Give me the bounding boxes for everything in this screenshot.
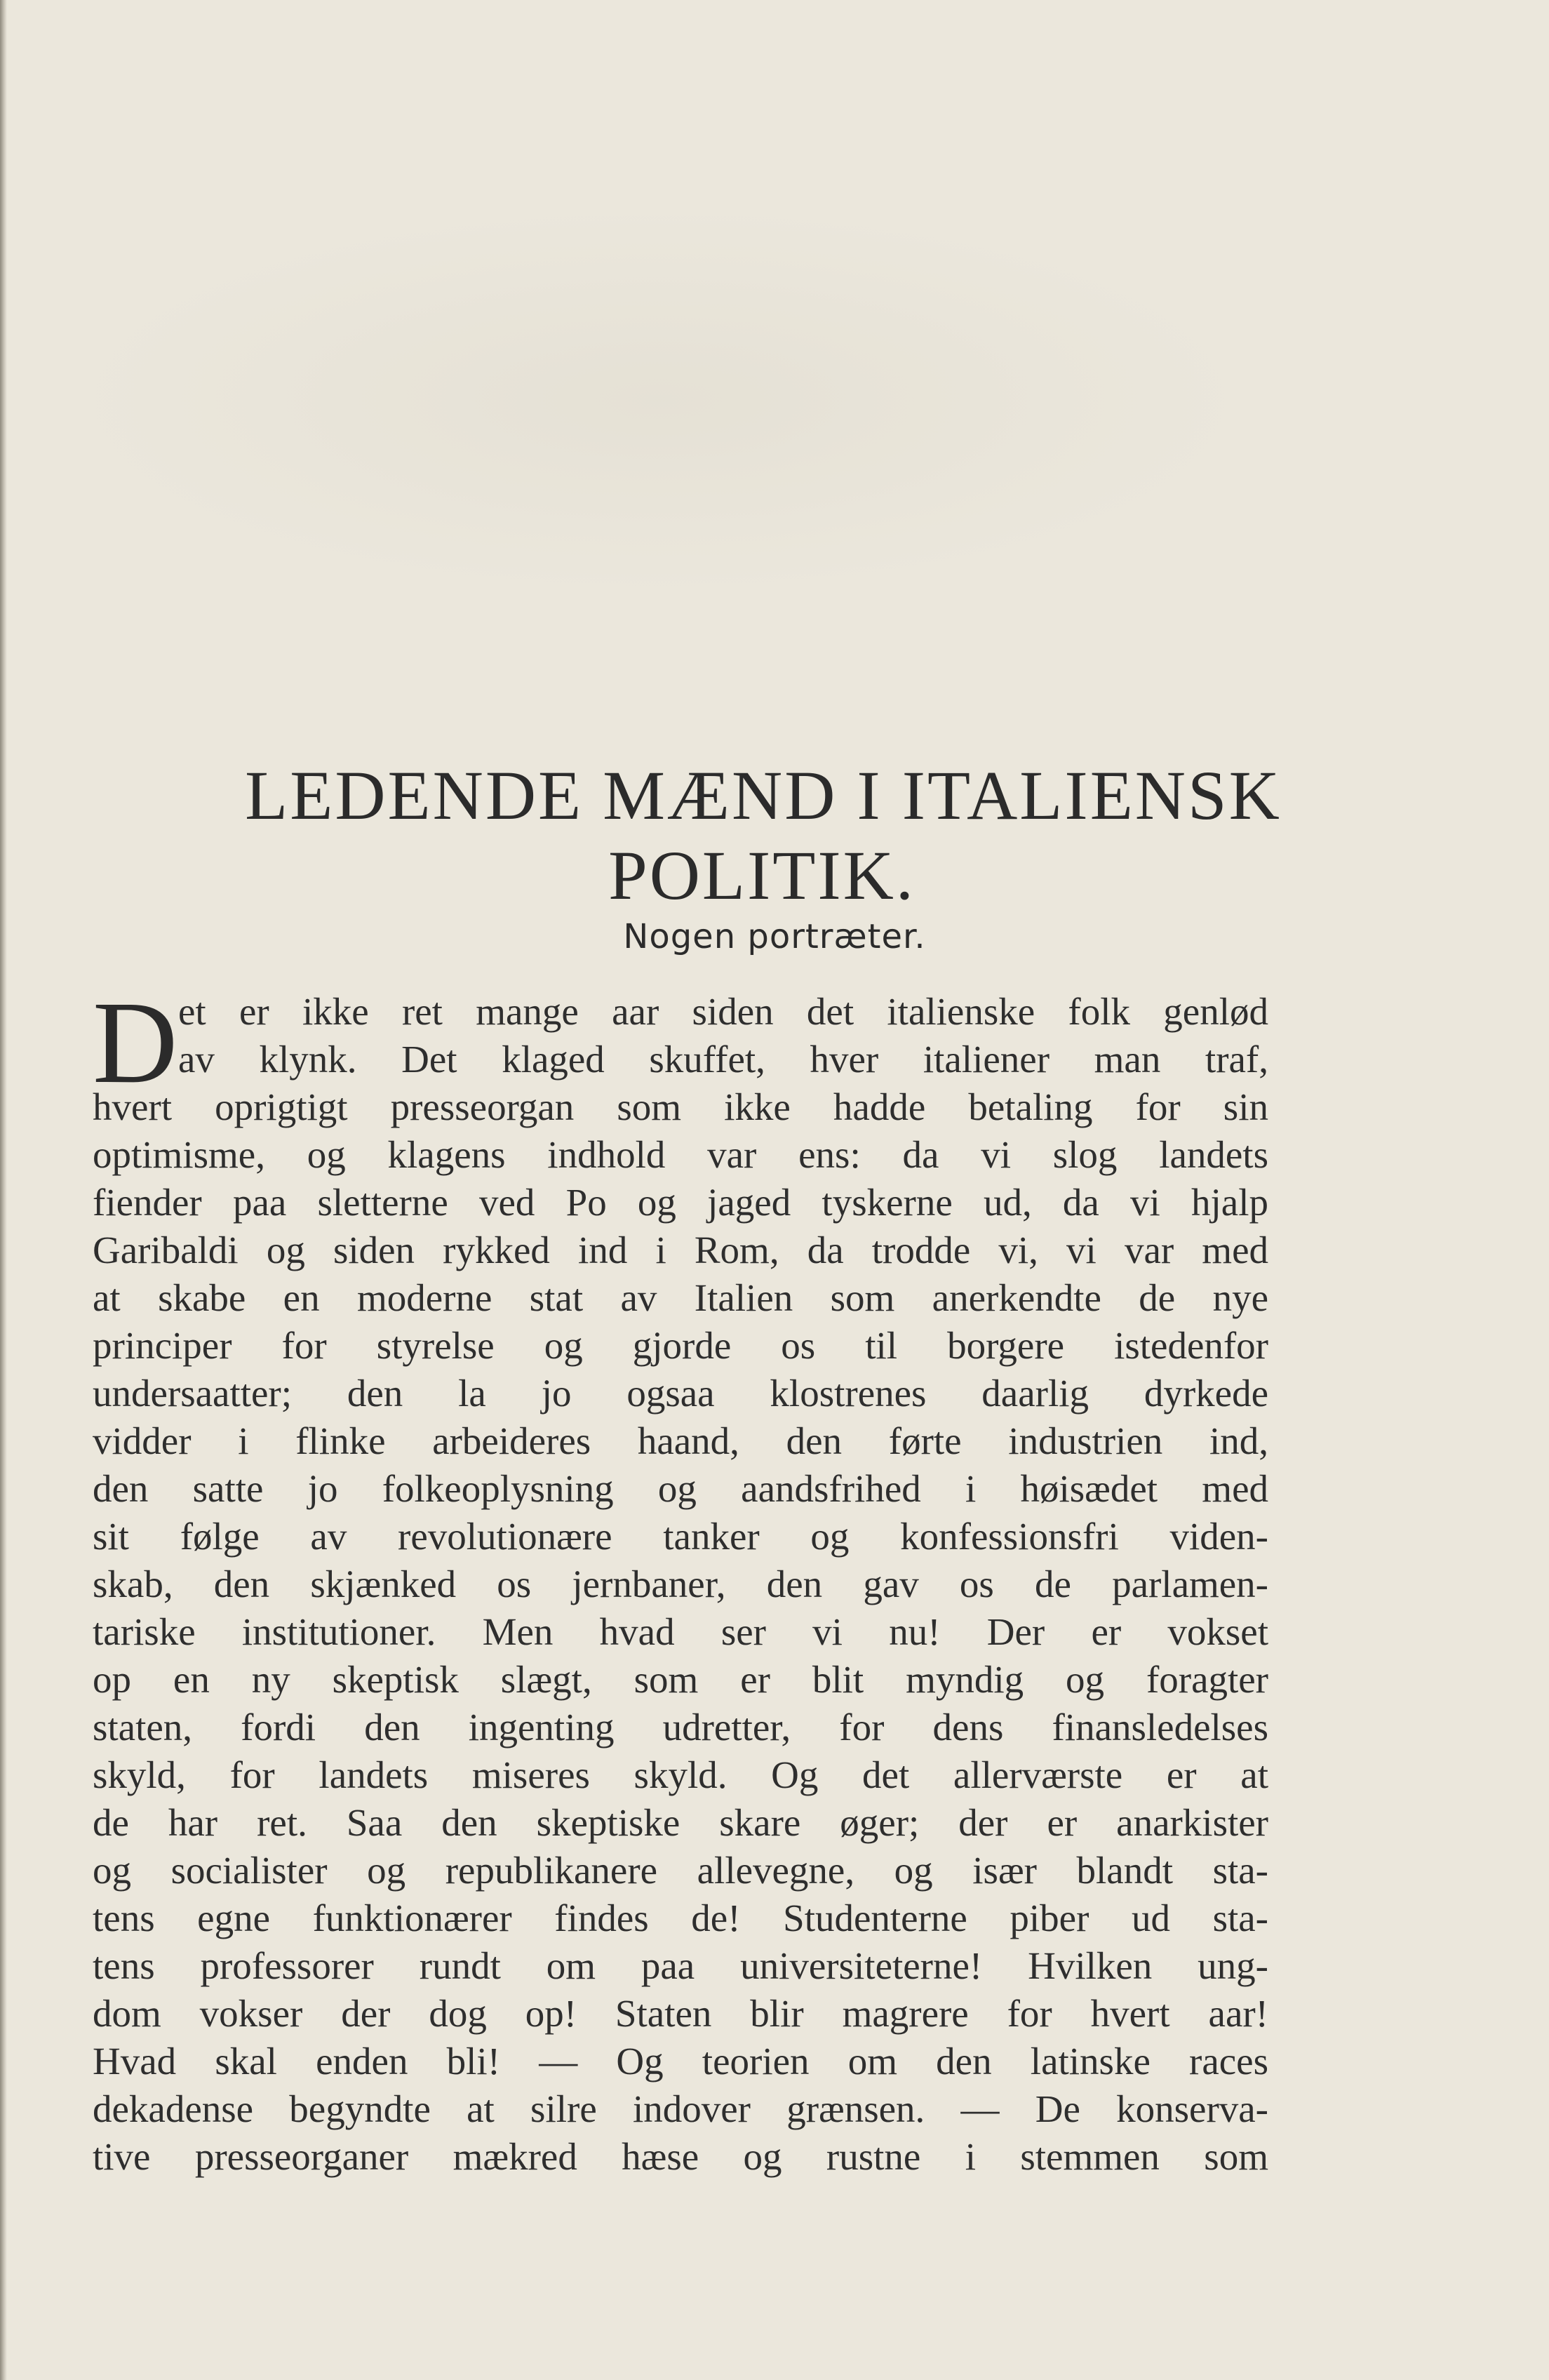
- body-line: dekadense begyndte at silre indover grænsen. — De konserva-: [93, 2087, 1268, 2130]
- body-text: [93, 1083, 1268, 2181]
- article-title-line-2: POLITIK.: [608, 836, 916, 914]
- body-line: principer for styrelse og gjorde os til borgere istedenfor: [93, 1324, 1268, 1367]
- body-line: at skabe en moderne stat av Italien som anerkendte de nye: [93, 1276, 1268, 1319]
- body-line: tens egne funktionærer findes de! Studenterne piber ud sta-: [93, 1897, 1268, 1939]
- show-through-shadow: [63, 203, 1256, 596]
- body-line: Garibaldi og siden rykked ind i Rom, da trodde vi, vi var med: [93, 1229, 1268, 1271]
- page-binding-edge: [0, 0, 7, 2380]
- body-line: dom vokser der dog op! Staten blir magrere for hvert aar!: [93, 1992, 1268, 2035]
- body-line: hvert oprigtigt presseorgan som ikke hadde betaling for sin: [93, 1085, 1268, 1128]
- body-line: fiender paa sletterne ved Po og jaged tyskerne ud, da vi hjalp: [93, 1181, 1268, 1224]
- body-line: og socialister og republikanere allevegne, og især blandt sta-: [93, 1849, 1268, 1892]
- body-line: et er ikke ret mange aar siden det italienske folk genlød: [178, 990, 1268, 1033]
- body-line: sit følge av revolutionære tanker og konfessionsfri viden-: [93, 1515, 1268, 1558]
- article-title-line-1: LEDENDE MÆND I ITALIENSK: [245, 756, 1282, 834]
- body-line: de har ret. Saa den skeptiske skare øger; der er anarkister: [93, 1801, 1268, 1844]
- body-line: tens professorer rundt om paa universiteterne! Hvilken ung-: [93, 1944, 1268, 1987]
- body-line: skab, den skjænked os jernbaner, den gav os de parlamen-: [93, 1563, 1268, 1605]
- body-line: undersaatter; den la jo ogsaa klostrenes daarlig dyrkede: [93, 1372, 1268, 1415]
- article-subtitle: Nogen portræter.: [623, 917, 926, 956]
- body-line: staten, fordi den ingenting udretter, for dens finansledelses: [93, 1706, 1268, 1749]
- body-line: op en ny skeptisk slægt, som er blit myndig og foragter: [93, 1658, 1268, 1701]
- body-line: tariske institutioner. Men hvad ser vi nu! Der er vokset: [93, 1610, 1268, 1653]
- body-line: Hvad skal enden bli! — Og teorien om den latinske races: [93, 2040, 1268, 2082]
- body-line: den satte jo folkeoplysning og aandsfrihed i høisædet med: [93, 1467, 1268, 1510]
- drop-cap: D: [93, 977, 178, 1108]
- body-opening-lines: [178, 988, 1268, 1083]
- body-line: tive presseorganer mækred hæse og rustne i stemmen som: [93, 2135, 1268, 2178]
- body-line: vidder i flinke arbeideres haand, den førte industrien ind,: [93, 1419, 1268, 1462]
- body-line: skyld, for landets miseres skyld. Og det allerværste er at: [93, 1753, 1268, 1796]
- body-line: optimisme, og klagens indhold var ens: da vi slog landets: [93, 1133, 1268, 1176]
- body-line: av klynk. Det klaged skuffet, hver italiener man traf,: [178, 1038, 1268, 1081]
